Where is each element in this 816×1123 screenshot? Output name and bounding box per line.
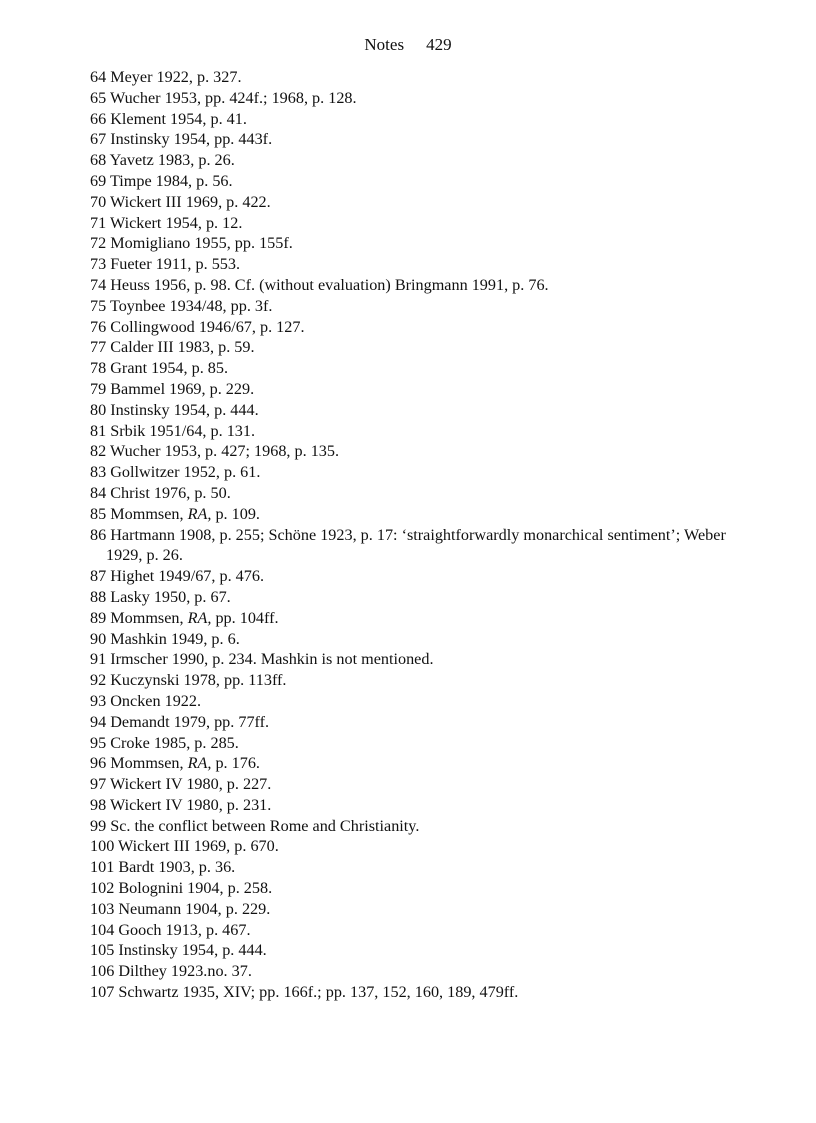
note-item bbox=[90, 317, 750, 338]
note-item bbox=[90, 774, 750, 795]
note-number: 74 bbox=[90, 275, 107, 294]
note-text: Wucher 1953, pp. 424f.; 1968, p. 128. bbox=[109, 88, 357, 107]
note-number: 95 bbox=[90, 733, 107, 752]
note-item bbox=[90, 899, 750, 920]
note-item bbox=[90, 733, 750, 754]
note-number: 77 bbox=[90, 338, 107, 357]
note-item bbox=[90, 337, 750, 358]
note-number: 98 bbox=[90, 795, 107, 814]
note-text: Calder III 1983, p. 59. bbox=[110, 338, 255, 357]
note-item bbox=[90, 254, 750, 275]
note-number: 101 bbox=[90, 858, 115, 877]
header-title: Notes bbox=[364, 35, 405, 54]
note-text: Neumann 1904, p. 229. bbox=[118, 899, 271, 918]
note-number: 99 bbox=[90, 816, 107, 835]
note-text: Wickert III 1969, p. 422. bbox=[109, 192, 271, 211]
note-number: 65 bbox=[90, 88, 107, 107]
note-number: 102 bbox=[90, 879, 115, 898]
note-item bbox=[90, 795, 750, 816]
note-number: 73 bbox=[90, 255, 107, 274]
note-item bbox=[90, 400, 750, 421]
note-number: 89 bbox=[90, 608, 107, 627]
note-text: Fueter 1911, p. 553. bbox=[110, 255, 241, 274]
note-item bbox=[90, 816, 750, 837]
note-item bbox=[90, 608, 750, 629]
note-number: 94 bbox=[90, 712, 107, 731]
note-number: 84 bbox=[90, 483, 107, 502]
note-number: 88 bbox=[90, 587, 107, 606]
note-item bbox=[90, 67, 750, 88]
note-number: 97 bbox=[90, 775, 107, 794]
note-number: 71 bbox=[90, 213, 107, 232]
note-item bbox=[90, 629, 750, 650]
note-text: p. 176. bbox=[211, 754, 260, 773]
note-text: Mommsen, bbox=[110, 754, 188, 773]
note-text: Gollwitzer 1952, p. 61. bbox=[110, 463, 261, 482]
note-text: Meyer 1922, p. 327. bbox=[110, 68, 242, 86]
note-text: Srbik 1951/64, p. 131. bbox=[110, 421, 256, 440]
note-number: 79 bbox=[90, 379, 107, 398]
note-number: 81 bbox=[90, 421, 107, 440]
note-text: Instinsky 1954, p. 444. bbox=[118, 941, 267, 960]
note-item bbox=[90, 483, 750, 504]
note-number: 70 bbox=[90, 192, 107, 211]
note-text: Klement 1954, p. 41. bbox=[110, 109, 247, 128]
note-item bbox=[90, 421, 750, 442]
note-item bbox=[90, 109, 750, 130]
note-text: Heuss 1956, p. 98. Cf. (without evaluation) Bringmann 1991, p. 76. bbox=[110, 275, 549, 294]
note-number: 67 bbox=[90, 130, 107, 149]
note-item bbox=[90, 691, 750, 712]
note-text: Dilthey 1923.no. 37. bbox=[118, 962, 252, 981]
note-item bbox=[90, 940, 750, 961]
note-item bbox=[90, 441, 750, 462]
note-number: 86 bbox=[90, 525, 107, 544]
note-item bbox=[90, 836, 750, 857]
note-number: 85 bbox=[90, 504, 107, 523]
note-item bbox=[90, 129, 750, 150]
note-italic: RA, bbox=[187, 608, 212, 627]
note-text: Wickert IV 1980, p. 227. bbox=[109, 775, 272, 794]
note-item bbox=[90, 670, 750, 691]
note-item bbox=[90, 961, 750, 982]
note-number: 90 bbox=[90, 629, 107, 648]
note-number: 91 bbox=[90, 650, 107, 669]
note-text: Irmscher 1990, p. 234. Mashkin is not mentioned. bbox=[110, 650, 434, 669]
note-text: Hartmann 1908, p. 255; Schöne 1923, p. 17: ‘straightforwardly monarchical sentiment’; Weber 1929, p. 26. bbox=[106, 525, 726, 565]
note-number: 96 bbox=[90, 754, 107, 773]
note-number: 103 bbox=[90, 899, 115, 918]
note-item bbox=[90, 982, 750, 1003]
note-text: Sc. the conflict between Rome and Christianity. bbox=[110, 816, 420, 835]
note-text: Collingwood 1946/67, p. 127. bbox=[110, 317, 305, 336]
note-item bbox=[90, 150, 750, 171]
note-italic: RA, bbox=[187, 504, 212, 523]
note-item bbox=[90, 233, 750, 254]
note-item bbox=[90, 649, 750, 670]
note-text: Mommsen, bbox=[110, 504, 188, 523]
note-item bbox=[90, 192, 750, 213]
note-text: Wickert III 1969, p. 670. bbox=[118, 837, 279, 856]
note-text: Bardt 1903, p. 36. bbox=[118, 858, 236, 877]
note-text: Yavetz 1983, p. 26. bbox=[109, 151, 235, 170]
note-text: Croke 1985, p. 285. bbox=[110, 733, 239, 752]
note-text: Bolognini 1904, p. 258. bbox=[118, 879, 273, 898]
note-text: Lasky 1950, p. 67. bbox=[110, 587, 231, 606]
note-number: 100 bbox=[90, 837, 115, 856]
note-number: 93 bbox=[90, 691, 107, 710]
note-text: Oncken 1922. bbox=[110, 691, 202, 710]
note-text: Gooch 1913, p. 467. bbox=[118, 920, 251, 939]
note-number: 83 bbox=[90, 463, 107, 482]
note-number: 75 bbox=[90, 296, 107, 315]
note-item bbox=[90, 857, 750, 878]
note-text: Instinsky 1954, p. 444. bbox=[110, 400, 259, 419]
note-text: Instinsky 1954, pp. 443f. bbox=[110, 130, 273, 149]
note-item bbox=[90, 753, 750, 774]
note-number: 76 bbox=[90, 317, 107, 336]
note-item bbox=[90, 358, 750, 379]
note-number: 82 bbox=[90, 442, 107, 461]
note-text: Christ 1976, p. 50. bbox=[110, 483, 231, 502]
note-item bbox=[90, 878, 750, 899]
note-text: Demandt 1979, pp. 77ff. bbox=[110, 712, 270, 731]
note-item bbox=[90, 379, 750, 400]
note-number: 106 bbox=[90, 962, 115, 981]
note-text: Toynbee 1934/48, pp. 3f. bbox=[109, 296, 273, 315]
note-text: p. 109. bbox=[211, 504, 260, 523]
note-item bbox=[90, 171, 750, 192]
note-item bbox=[90, 712, 750, 733]
note-text: Wickert IV 1980, p. 231. bbox=[109, 795, 272, 814]
note-text: Highet 1949/67, p. 476. bbox=[110, 567, 265, 586]
note-number: 72 bbox=[90, 234, 107, 253]
note-item bbox=[90, 504, 750, 525]
note-text: Mommsen, bbox=[110, 608, 188, 627]
note-number: 66 bbox=[90, 109, 107, 128]
note-item bbox=[90, 88, 750, 109]
note-item bbox=[90, 213, 750, 234]
note-number: 68 bbox=[90, 151, 107, 170]
note-number: 69 bbox=[90, 171, 107, 190]
page-number: 429 bbox=[426, 35, 452, 54]
note-number: 105 bbox=[90, 941, 115, 960]
note-item bbox=[90, 275, 750, 296]
note-text: Wucher 1953, p. 427; 1968, p. 135. bbox=[109, 442, 340, 461]
note-italic: RA, bbox=[187, 754, 212, 773]
note-number: 80 bbox=[90, 400, 107, 419]
note-item bbox=[90, 296, 750, 317]
note-text: Mashkin 1949, p. 6. bbox=[110, 629, 240, 648]
note-item bbox=[90, 525, 750, 567]
note-text: Bammel 1969, p. 229. bbox=[110, 379, 255, 398]
note-number: 104 bbox=[90, 920, 115, 939]
note-number: 92 bbox=[90, 671, 107, 690]
note-item bbox=[90, 587, 750, 608]
note-item bbox=[90, 920, 750, 941]
note-number: 64 bbox=[90, 68, 107, 86]
note-item bbox=[90, 462, 750, 483]
note-item bbox=[90, 566, 750, 587]
note-text: pp. 104ff. bbox=[211, 608, 279, 627]
notes-list bbox=[90, 67, 750, 1003]
note-number: 87 bbox=[90, 567, 107, 586]
note-number: 78 bbox=[90, 359, 107, 378]
note-text: Kuczynski 1978, pp. 113ff. bbox=[110, 671, 287, 690]
note-text: Momigliano 1955, pp. 155f. bbox=[110, 234, 293, 253]
note-text: Wickert 1954, p. 12. bbox=[109, 213, 243, 232]
note-text: Timpe 1984, p. 56. bbox=[109, 171, 233, 190]
running-head bbox=[0, 34, 816, 56]
note-text: Schwartz 1935, XIV; pp. 166f.; pp. 137, 152, 160, 189, 479ff. bbox=[118, 983, 519, 1002]
note-text: Grant 1954, p. 85. bbox=[110, 359, 229, 378]
note-number: 107 bbox=[90, 983, 115, 1002]
